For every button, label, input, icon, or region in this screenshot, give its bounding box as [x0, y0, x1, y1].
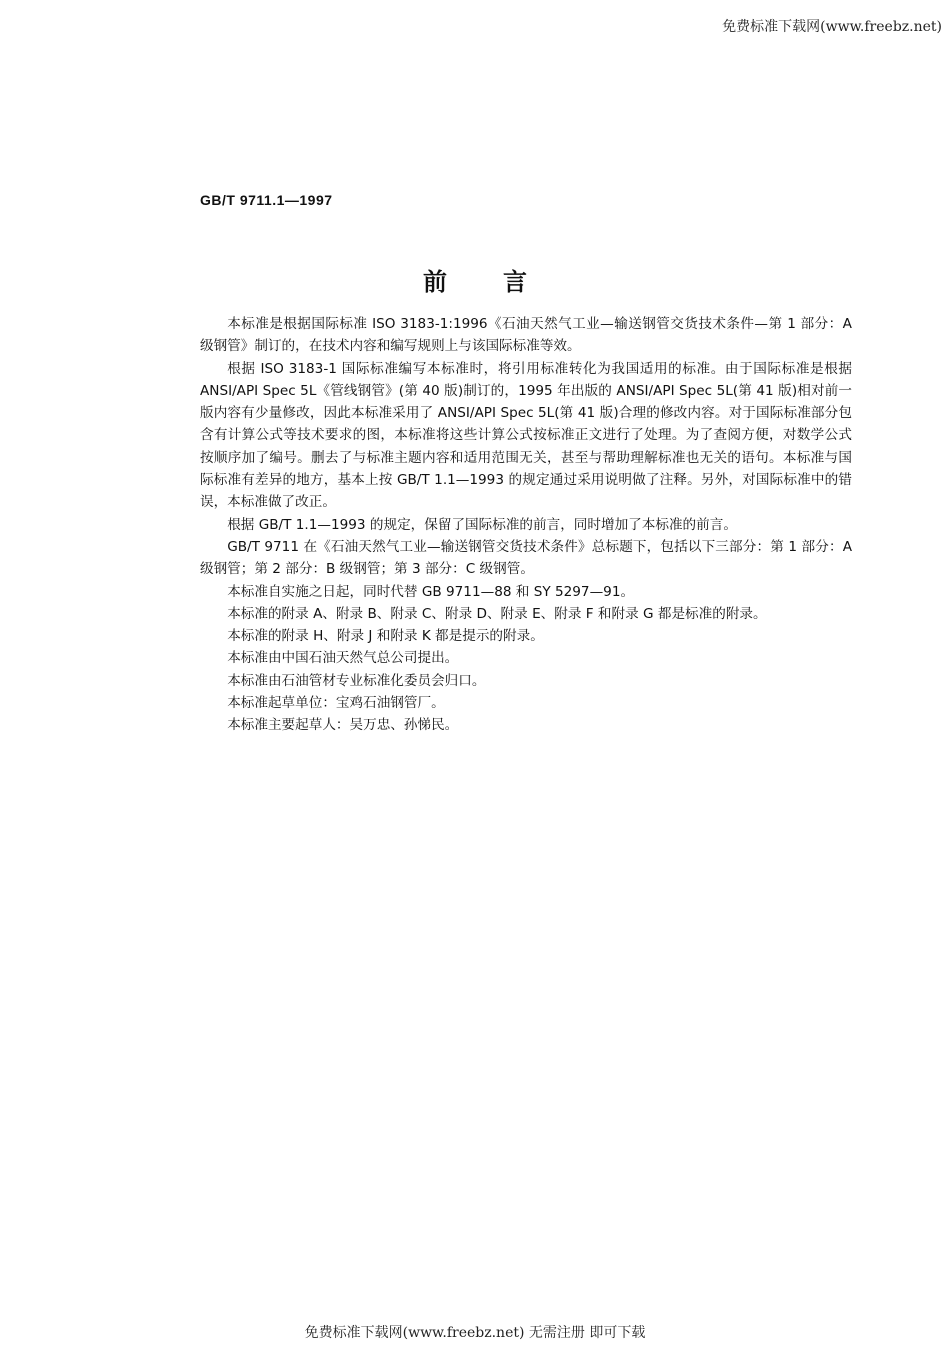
watermark-bottom: 免费标准下载网(www.freebz.net) 无需注册 即可下载: [304, 1325, 646, 1341]
paragraph: 本标准的附录 H、附录 J 和附录 K 都是提示的附录。: [227, 628, 544, 645]
paragraph: 根据 GB/T 1.1—1993 的规定，保留了国际标准的前言，同时增加了本标准的前言。: [227, 516, 737, 533]
document-body: [200, 313, 852, 737]
paragraph: 本标准主要起草人：吴万忠、孙悌民。: [227, 717, 459, 734]
watermark-top: 免费标准下载网(www.freebz.net): [722, 19, 942, 35]
paragraph: 本标准自实施之日起，同时代替 GB 9711—88 和 SY 5297—91。: [227, 583, 635, 600]
paragraph: 本标准起草单位：宝鸡石油钢管厂。: [227, 695, 445, 712]
paragraph: 本标准的附录 A、附录 B、附录 C、附录 D、附录 E、附录 F 和附录 G 都是标准的附录。: [227, 605, 767, 622]
page-title: 前言: [423, 268, 583, 296]
paragraph: 本标准由石油管材专业标准化委员会归口。: [227, 672, 486, 689]
paragraph: GB/T 9711 在《石油天然气工业—输送钢管交货技术条件》总标题下，包括以下三部分：第 1 部分：A 级钢管；第 2 部分：B 级钢管；第 3 部分：C 级钢管。: [200, 538, 852, 578]
paragraph: 本标准由中国石油天然气总公司提出。: [227, 650, 459, 667]
standard-number: GB/T 9711.1—1997: [200, 192, 333, 208]
paragraph: 根据 ISO 3183-1 国际标准编写本标准时，将引用标准转化为我国适用的标准。由于国际标准是根据 ANSI/API Spec 5L《管线钢管》(第 40 版)制订的，1995 年出版的 ANSI/API Spec 5L(第 41 版)相对前一版内容有少量修改，因此本标准采用了 ANSI/API Spec 5L(第 41 版)合理的修改内容。对于国际标准部分包含有计算公式等技术要求的图，本标准将这些计算公式按标准正文进行了处理。为了查阅方便，对数学公式按顺序加了编号。删去了与标准主题内容和适用范围无关，甚至与帮助理解标准也无关的语句。本标准与国际标准有差异的地方，基本上按 GB/T 1.1—1993 的规定通过采用说明做了注释。另外，对国际标准中的错误，本标准做了改正。: [200, 360, 852, 511]
paragraph: 本标准是根据国际标准 ISO 3183-1:1996《石油天然气工业—输送钢管交货技术条件—第 1 部分：A 级钢管》制订的，在技术内容和编写规则上与该国际标准等效。: [200, 316, 852, 355]
